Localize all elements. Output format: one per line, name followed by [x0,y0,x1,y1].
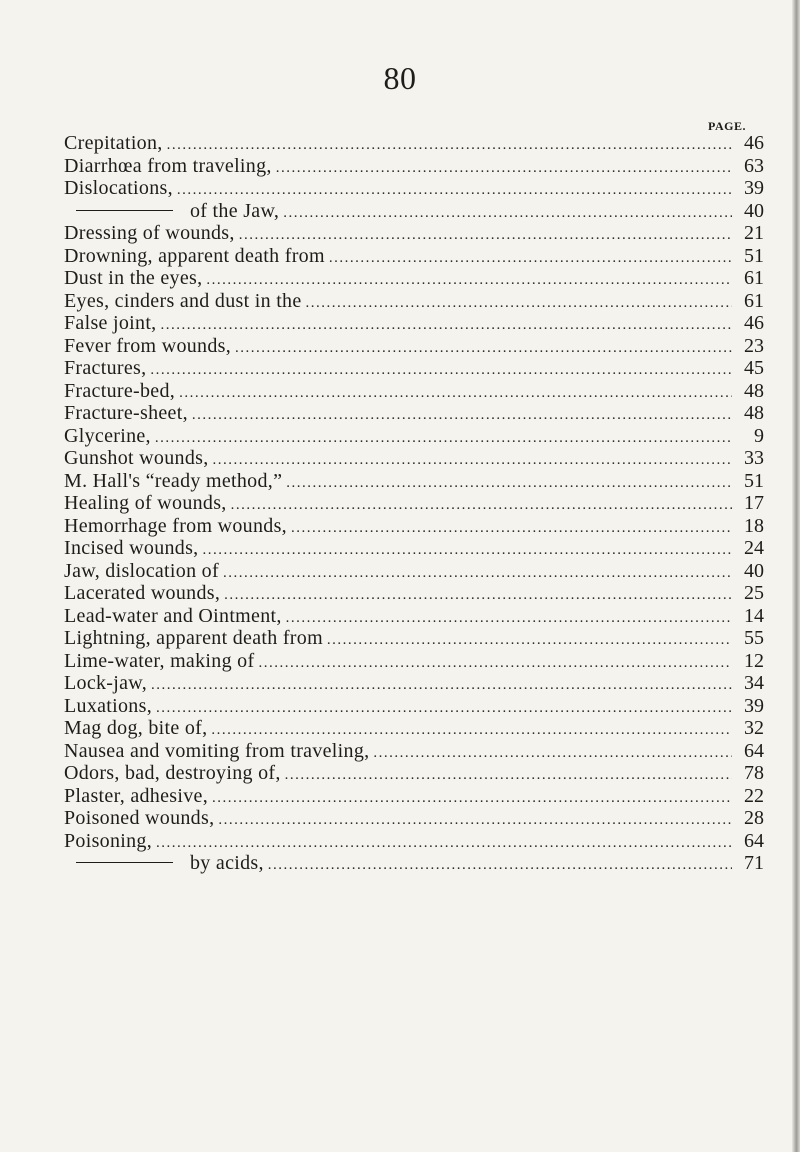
index-entry [64,222,764,245]
index-entry [64,672,764,695]
entry-label: False joint, [64,312,157,334]
index-entry [64,740,764,763]
entry-label: Eyes, cinders and dust in the [64,289,302,312]
dot-leader [258,655,732,672]
dot-leader [155,430,732,447]
dot-leader [179,385,732,402]
entry-page-number: 64 [744,739,764,762]
index-entry [64,177,764,200]
entry-page-number: 71 [744,852,764,874]
ditto-dash [76,210,173,211]
entry-page-number: 32 [744,717,764,739]
dot-leader [224,587,732,604]
dot-leader [151,677,732,694]
dot-leader [202,542,732,559]
index-entry [64,267,764,290]
entry-page-number: 39 [744,694,764,717]
index-entry [64,380,764,403]
entry-label: Diarrhœa from traveling, [64,154,272,177]
dot-leader [329,250,732,267]
entry-label: Lock-jaw, [64,672,148,694]
dot-leader [192,407,732,424]
dot-leader [167,137,732,154]
entry-label: of the Jaw, [190,199,280,222]
index-entry [64,515,764,538]
entry-label: by acids, [190,852,264,874]
page-edge-shadow [792,0,800,1152]
index-entry [64,650,764,673]
entry-page-number: 61 [744,289,764,312]
index-entry [64,695,764,718]
dot-leader [283,205,732,222]
dot-leader [156,835,732,852]
index-entry [64,830,764,853]
index-entry [64,245,764,268]
dot-leader [231,497,732,514]
index-entry [64,470,764,493]
index-entry [64,762,764,785]
entry-page-number: 33 [744,447,764,469]
index-entry [64,447,764,470]
dot-leader [150,362,732,379]
entry-label: Fever from wounds, [64,334,232,357]
entry-page-number: 64 [744,829,764,852]
entry-page-number: 21 [744,222,764,244]
dot-leader [268,857,732,874]
entry-page-number: 48 [744,402,764,424]
dot-leader [373,745,732,762]
entry-page-number: 63 [744,154,764,177]
entry-page-number: 18 [744,514,764,537]
dot-leader [235,340,732,357]
entry-label: Lead-water and Ointment, [64,604,282,627]
index-entry [64,155,764,178]
entry-page-number: 46 [744,132,764,154]
index-entry [64,132,764,155]
page-number: 80 [383,60,417,96]
index-entry [64,582,764,605]
entry-page-number: 51 [744,244,764,267]
entry-label: Poisoned wounds, [64,807,215,829]
index-entry [64,312,764,335]
index-entry [64,717,764,740]
entry-page-number: 34 [744,672,764,694]
entry-label: Nausea and vomiting from traveling, [64,739,370,762]
entry-label: Dust in the eyes, [64,267,203,289]
dot-leader [218,812,732,829]
dot-leader [211,722,732,739]
entry-label: Incised wounds, [64,537,199,559]
entry-page-number: 45 [744,357,764,379]
entry-label: Crepitation, [64,132,163,154]
entry-page-number: 24 [744,537,764,559]
index-entry [64,560,764,583]
entry-label: Gunshot wounds, [64,447,209,469]
dot-leader [223,565,732,582]
entry-label: Drowning, apparent death from [64,244,325,267]
entry-page-number: 39 [744,177,764,199]
entry-page-number: 17 [744,492,764,514]
index-entry [64,605,764,628]
entry-page-number: 46 [744,312,764,334]
entry-label: Lacerated wounds, [64,582,221,604]
entry-label: Fracture-sheet, [64,402,188,424]
entry-page-number: 55 [744,627,764,649]
dot-leader [327,632,732,649]
entry-label: Lightning, apparent death from [64,627,323,649]
entry-page-number: 25 [744,582,764,604]
entry-label: Poisoning, [64,829,153,852]
index-entry [64,200,764,223]
dot-leader [286,475,732,492]
entry-page-number: 78 [744,762,764,784]
dot-leader [161,317,733,334]
dot-leader [306,295,732,312]
index-entry [64,785,764,808]
entry-label: Hemorrhage from wounds, [64,514,287,537]
entry-label: Fracture-bed, [64,379,176,402]
index-entry [64,627,764,650]
index-entry [64,425,764,448]
entry-page-number: 40 [744,199,764,222]
dot-leader [285,767,732,784]
entry-label: Jaw, dislocation of [64,559,219,582]
entry-page-number: 48 [744,379,764,402]
index-entry [64,537,764,560]
entry-label: Dressing of wounds, [64,222,235,244]
entry-label: Glycerine, [64,424,151,447]
dot-leader [206,272,732,289]
entry-page-number: 9 [754,424,764,447]
index-entry [64,852,764,875]
index-entry [64,492,764,515]
entry-label: Dislocations, [64,177,173,199]
entry-label: Plaster, adhesive, [64,784,209,807]
dot-leader [156,700,732,717]
index-entry [64,807,764,830]
index-entry [64,357,764,380]
index-entry [64,290,764,313]
index-list [64,132,764,875]
entry-page-number: 22 [744,784,764,807]
dot-leader [177,182,732,199]
entry-page-number: 23 [744,334,764,357]
entry-label: Lime-water, making of [64,649,255,672]
entry-page-number: 40 [744,559,764,582]
ditto-dash [76,862,173,863]
entry-label: M. Hall's “ready method,” [64,469,283,492]
entry-page-number: 51 [744,469,764,492]
entry-page-number: 12 [744,649,764,672]
entry-label: Odors, bad, destroying of, [64,762,281,784]
dot-leader [239,227,732,244]
dot-leader [276,160,732,177]
page-column-header: PAGE. [708,119,746,133]
dot-leader [286,610,732,627]
dot-leader [212,790,732,807]
dot-leader [291,520,732,537]
entry-label: Healing of wounds, [64,492,227,514]
entry-page-number: 28 [744,807,764,829]
entry-label: Mag dog, bite of, [64,717,208,739]
entry-label: Luxations, [64,694,152,717]
index-entry [64,335,764,358]
entry-page-number: 14 [744,604,764,627]
entry-label: Fractures, [64,357,147,379]
entry-page-number: 61 [744,267,764,289]
index-entry [64,402,764,425]
dot-leader [213,452,732,469]
